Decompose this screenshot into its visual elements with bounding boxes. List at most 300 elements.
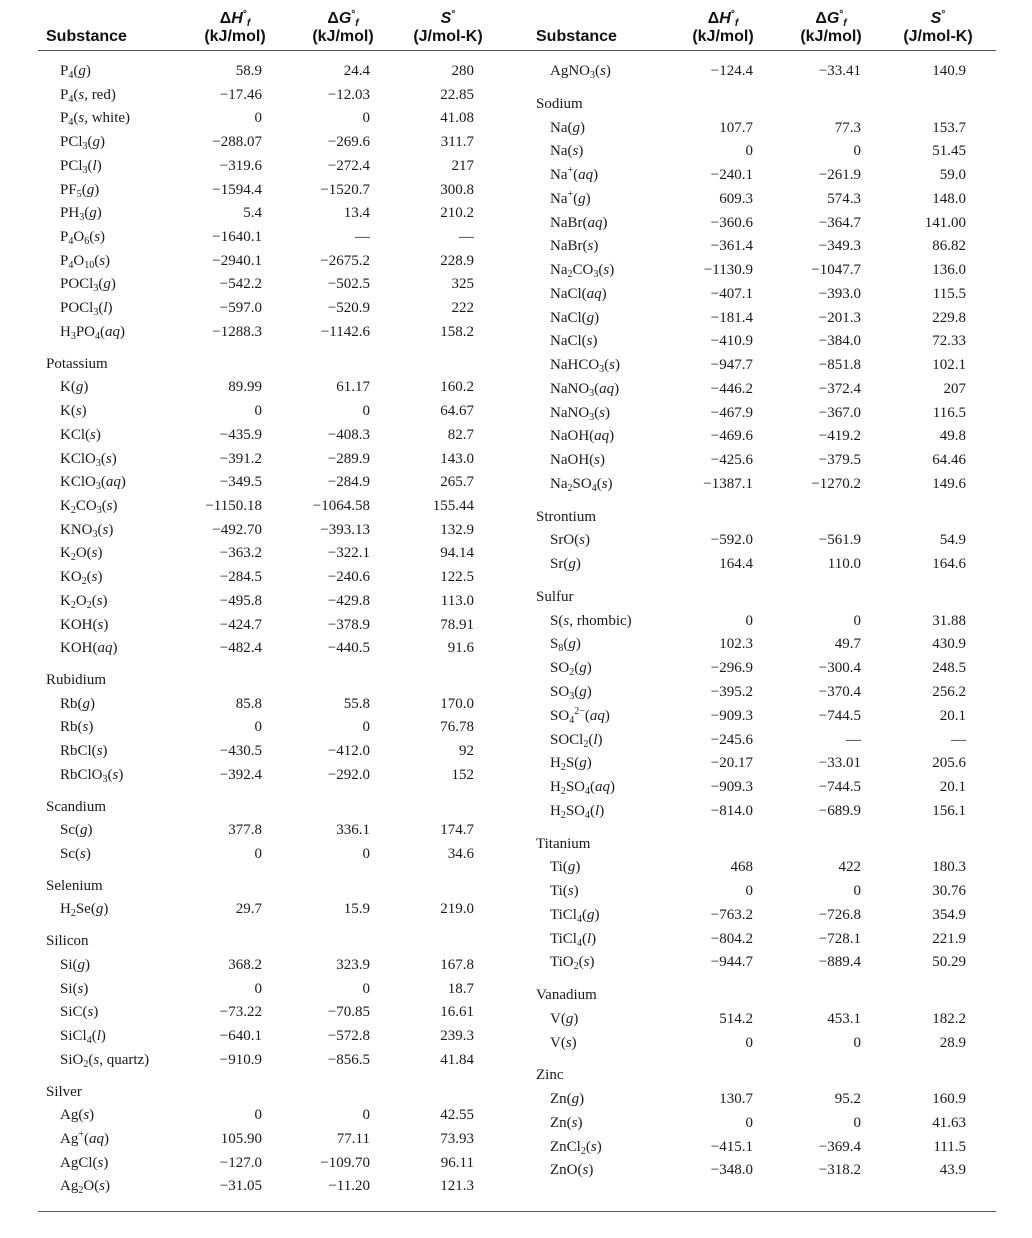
entropy-value: 153.7: [932, 119, 966, 136]
enthalpy-value: −395.2: [710, 684, 753, 700]
substance-name: Na(s): [550, 143, 584, 160]
entropy-value: 91.6: [447, 640, 474, 657]
header-dg-symbol: $\Delta G^\circ_f$: [815, 9, 847, 29]
gibbs-value: 110.0: [827, 556, 861, 573]
entropy-value: 325: [451, 276, 474, 293]
gibbs-value: −372.4: [818, 380, 861, 397]
entropy-value: 228.9: [440, 252, 474, 269]
gibbs-value: 0: [362, 719, 370, 736]
enthalpy-value: 0: [254, 403, 262, 420]
substance-name: KClO$_3$(s): [60, 450, 117, 469]
entropy-value: —: [951, 731, 966, 748]
enthalpy-value: −240.1: [710, 167, 753, 184]
entropy-value: 148.0: [932, 190, 966, 207]
enthalpy-value: 0: [745, 143, 753, 160]
substance-name: $Na_2CO_3(s)$: [550, 262, 615, 281]
enthalpy-value: 58.9: [235, 63, 262, 79]
gibbs-value: −240.6: [327, 569, 370, 586]
enthalpy-value: 0: [745, 883, 753, 900]
entropy-value: 43.9: [939, 1162, 966, 1179]
entropy-value: 141.00: [924, 214, 966, 231]
enthalpy-value: −124.4: [710, 63, 753, 79]
gibbs-value: 0: [362, 846, 370, 863]
substance-name: $SO_3(g)$: [550, 684, 592, 702]
enthalpy-value: 0: [254, 1107, 262, 1124]
group-heading: Sodium: [536, 95, 583, 112]
enthalpy-value: 105.90: [220, 1130, 262, 1147]
entropy-value: 122.5: [440, 569, 474, 586]
entropy-value: 219.0: [440, 901, 474, 918]
gibbs-value: 95.2: [834, 1091, 861, 1108]
substance-name: $H_2Se(g)$: [60, 901, 109, 920]
enthalpy-value: −640.1: [219, 1028, 262, 1045]
entropy-value: 265.7: [440, 474, 474, 491]
substance-name: NaCl(g): [550, 309, 600, 326]
header-s-right: [888, 10, 988, 46]
entropy-value: 116.5: [932, 404, 966, 421]
entropy-value: 64.46: [932, 452, 966, 469]
enthalpy-value: 0: [745, 1114, 753, 1131]
header-dg-left: [298, 10, 388, 46]
group-heading: Rubidium: [46, 672, 107, 688]
gibbs-value: 13.4: [343, 205, 370, 222]
gibbs-value: −744.5: [818, 779, 861, 796]
substance-name: PCl$_3$(g): [60, 134, 106, 153]
header-dh-right: [680, 10, 766, 46]
gibbs-value: −889.4: [818, 954, 861, 971]
entropy-value: 115.5: [932, 285, 966, 302]
enthalpy-value: 0: [254, 110, 262, 127]
gibbs-value: −70.85: [327, 1004, 370, 1021]
entropy-value: 78.91: [440, 616, 474, 633]
enthalpy-value: −1387.1: [703, 475, 753, 492]
entropy-value: 155.44: [432, 497, 474, 514]
gibbs-value: 0: [362, 110, 370, 127]
enthalpy-value: −181.4: [710, 309, 753, 326]
entropy-value: 229.8: [932, 309, 966, 326]
table-bottom-rule: [38, 1211, 996, 1212]
substance-name: RbClO$_3$(s): [60, 766, 124, 785]
enthalpy-value: 0: [254, 846, 262, 863]
enthalpy-value: −1594.4: [212, 181, 262, 198]
entropy-value: 222: [451, 300, 474, 317]
enthalpy-value: −17.46: [219, 86, 262, 103]
substance-name: $H_3PO_4(aq)$: [60, 323, 126, 342]
gibbs-value: 0: [362, 980, 370, 997]
gibbs-value: 574.3: [827, 190, 861, 207]
gibbs-value: −384.0: [818, 333, 861, 350]
gibbs-value: −379.5: [818, 452, 861, 469]
enthalpy-value: −542.2: [219, 276, 262, 293]
enthalpy-value: 85.8: [235, 695, 262, 712]
enthalpy-value: −492.70: [212, 521, 262, 538]
substance-name: Sr(g): [550, 556, 581, 573]
gibbs-value: −367.0: [818, 404, 861, 421]
enthalpy-value: −482.4: [219, 640, 262, 657]
entropy-value: 221.9: [932, 930, 966, 947]
enthalpy-value: −415.1: [710, 1138, 753, 1155]
enthalpy-value: −288.07: [212, 134, 262, 151]
substance-name: POCl$_3$(g): [60, 276, 116, 295]
entropy-value: 143.0: [440, 450, 474, 467]
entropy-value: 160.2: [440, 379, 474, 396]
gibbs-value: 0: [853, 1034, 861, 1051]
group-heading: Titanium: [536, 835, 591, 852]
substance-name: SiO$_2$(s, quartz): [60, 1051, 150, 1070]
entropy-value: 136.0: [932, 262, 966, 279]
gibbs-value: −502.5: [327, 276, 370, 293]
header-s-unit: (J/mol-K): [903, 28, 973, 45]
substance-name: Ti(s): [550, 883, 579, 900]
substance-name: Rb(s): [60, 719, 94, 736]
substance-name: NaHCO$_3$(s): [550, 357, 621, 376]
entropy-value: 76.78: [440, 719, 474, 736]
gibbs-value: −689.9: [818, 802, 861, 819]
enthalpy-value: −127.0: [219, 1154, 262, 1171]
gibbs-value: −393.0: [818, 285, 861, 302]
group-heading: Vanadium: [536, 987, 597, 1004]
substance-name: $Ag_2O(s)$: [60, 1178, 111, 1197]
entropy-value: 280: [451, 63, 474, 79]
gibbs-value: −429.8: [327, 592, 370, 609]
substance-name: Na+(aq): [550, 165, 599, 184]
gibbs-value: 336.1: [336, 822, 370, 839]
enthalpy-value: −435.9: [219, 426, 262, 443]
enthalpy-value: −284.5: [219, 569, 262, 586]
enthalpy-value: −469.6: [710, 428, 753, 445]
entropy-value: 64.67: [440, 403, 474, 420]
enthalpy-value: 0: [254, 719, 262, 736]
entropy-value: 248.5: [932, 660, 966, 677]
gibbs-value: −284.9: [327, 474, 370, 491]
gibbs-value: 15.9: [343, 901, 370, 918]
entropy-value: 49.8: [939, 428, 966, 445]
group-heading: Potassium: [46, 355, 108, 372]
substance-name: NaCl(aq): [550, 285, 607, 302]
group-heading: Silver: [46, 1083, 82, 1100]
entropy-value: 102.1: [932, 357, 966, 374]
gibbs-value: 0: [362, 1107, 370, 1124]
gibbs-value: −370.4: [818, 684, 861, 700]
substance-name: NaBr(s): [550, 238, 599, 255]
entropy-value: 31.88: [932, 612, 966, 629]
entropy-value: 50.29: [932, 954, 966, 971]
entropy-value: 256.2: [932, 684, 966, 700]
substance-name: NaOH(s): [550, 452, 605, 469]
substance-name: $K_2CO_3(s)$: [60, 497, 118, 516]
substance-name: $K_2O_2(s)$: [60, 592, 108, 611]
substance-name: $P_4O_6(s)$: [60, 229, 106, 248]
header-dg-unit: (kJ/mol): [312, 28, 374, 45]
substance-name: AgCl(s): [60, 1154, 109, 1171]
gibbs-value: −289.9: [327, 450, 370, 467]
entropy-value: 182.2: [932, 1010, 966, 1027]
entropy-value: 160.9: [932, 1091, 966, 1108]
header-dg-right: [788, 10, 874, 46]
substance-name: KCl(s): [60, 426, 101, 443]
gibbs-value: −261.9: [818, 167, 861, 184]
enthalpy-value: −763.2: [710, 906, 753, 923]
header-top-rule: [38, 50, 996, 51]
gibbs-value: −1142.6: [320, 323, 370, 340]
gibbs-value: −33.41: [818, 63, 861, 79]
gibbs-value: 61.17: [336, 379, 370, 396]
substance-name: NaNO$_3$(s): [550, 404, 610, 423]
enthalpy-value: −360.6: [710, 214, 753, 231]
entropy-value: 111.5: [933, 1138, 966, 1155]
gibbs-value: −300.4: [818, 660, 861, 677]
gibbs-value: 0: [853, 1114, 861, 1131]
enthalpy-value: 130.7: [719, 1091, 753, 1108]
entropy-value: 59.0: [939, 167, 966, 184]
substance-name: NaBr(aq): [550, 214, 608, 231]
gibbs-value: −1520.7: [320, 181, 370, 198]
gibbs-value: −744.5: [818, 707, 861, 724]
enthalpy-value: 377.8: [228, 822, 262, 839]
entropy-value: 158.2: [440, 323, 474, 340]
substance-name: $Na_2SO_4(s)$: [550, 475, 613, 494]
entropy-value: 140.9: [932, 63, 966, 79]
entropy-value: 164.6: [932, 556, 966, 573]
group-heading: Silicon: [46, 933, 89, 950]
gibbs-value: −349.3: [818, 238, 861, 255]
enthalpy-value: −814.0: [710, 802, 753, 819]
entropy-value: 430.9: [932, 636, 966, 653]
enthalpy-value: −909.3: [710, 779, 753, 796]
group-heading: Selenium: [46, 877, 103, 894]
gibbs-value: 49.7: [834, 636, 861, 653]
gibbs-value: 77.3: [834, 119, 861, 136]
header-dh-symbol: $\Delta H^\circ_f$: [219, 9, 251, 29]
group-heading: Strontium: [536, 508, 597, 525]
substance-name: Na+(g): [550, 188, 591, 207]
entropy-value: 51.45: [932, 143, 966, 160]
header-s-symbol: S°: [440, 9, 456, 27]
enthalpy-value: −407.1: [710, 285, 753, 302]
entropy-value: 210.2: [440, 205, 474, 222]
substance-name: Si(s): [60, 980, 89, 997]
gibbs-value: −109.70: [320, 1154, 370, 1171]
gibbs-value: −1064.58: [312, 497, 370, 514]
enthalpy-value: 609.3: [719, 190, 753, 207]
substance-name: $PF_5(g)$: [60, 181, 100, 200]
entropy-value: 121.3: [440, 1178, 474, 1195]
entropy-value: 41.08: [440, 110, 474, 127]
enthalpy-value: 29.7: [235, 901, 262, 918]
enthalpy-value: −410.9: [710, 333, 753, 350]
gibbs-value: −364.7: [818, 214, 861, 231]
entropy-value: 94.14: [440, 545, 474, 562]
entropy-value: 16.61: [440, 1004, 474, 1021]
substance-name: $S_8(g)$: [550, 636, 581, 655]
substance-name: $SO_2(g)$: [550, 660, 592, 679]
gibbs-value: −728.1: [818, 930, 861, 947]
gibbs-value: −726.8: [818, 906, 861, 923]
substance-name: $P_4O_{10}(s)$: [60, 252, 111, 271]
enthalpy-value: −31.05: [219, 1178, 262, 1195]
header-dg-symbol: $\Delta G^\circ_f$: [327, 9, 359, 29]
substance-name: $P_4(s$, red): [60, 86, 116, 105]
entropy-value: 180.3: [932, 859, 966, 876]
entropy-value: 72.33: [932, 333, 966, 350]
gibbs-value: −412.0: [327, 743, 370, 760]
enthalpy-value: −446.2: [710, 380, 753, 397]
enthalpy-value: 0: [745, 612, 753, 629]
enthalpy-value: 107.7: [719, 119, 753, 136]
substance-name: KClO$_3$(aq): [60, 474, 126, 493]
gibbs-value: −1047.7: [811, 262, 861, 279]
entropy-value: 42.55: [440, 1107, 474, 1124]
gibbs-value: −856.5: [327, 1051, 370, 1068]
substance-name: Si(g): [60, 956, 91, 973]
gibbs-value: 453.1: [827, 1010, 861, 1027]
gibbs-value: 0: [853, 143, 861, 160]
substance-name: TiCl$_4$(l): [550, 930, 597, 949]
gibbs-value: 0: [853, 612, 861, 629]
gibbs-value: —: [355, 229, 370, 246]
entropy-value: 300.8: [440, 181, 474, 198]
enthalpy-value: −424.7: [219, 616, 262, 633]
gibbs-value: 0: [853, 883, 861, 900]
entropy-value: 113.0: [440, 592, 474, 609]
substance-name: $H_2SO_4(l)$: [550, 802, 605, 821]
entropy-value: 217: [451, 157, 474, 174]
enthalpy-value: −20.17: [710, 755, 753, 772]
substance-name: $PH_3(g)$: [60, 205, 102, 224]
enthalpy-value: −1150.18: [205, 497, 262, 514]
enthalpy-value: −348.0: [710, 1162, 753, 1179]
enthalpy-value: −425.6: [710, 452, 753, 469]
gibbs-value: −269.6: [327, 134, 370, 151]
enthalpy-value: 89.99: [228, 379, 262, 396]
substance-name: SiCl$_4$(l): [60, 1028, 106, 1047]
substance-name: K(s): [60, 403, 87, 420]
entropy-value: 174.7: [440, 822, 474, 839]
gibbs-value: −12.03: [327, 86, 370, 103]
substance-name: Zn(s): [550, 1114, 583, 1131]
substance-name: TiO$_2$(s): [550, 954, 595, 973]
group-heading: Scandium: [46, 798, 106, 815]
gibbs-value: −561.9: [818, 532, 861, 549]
gibbs-value: 323.9: [336, 956, 370, 973]
gibbs-value: −33.01: [818, 755, 861, 772]
substance-name: SrO(s): [550, 532, 591, 549]
header-s-symbol: S°: [930, 9, 946, 27]
gibbs-value: −440.5: [327, 640, 370, 657]
substance-name: ZnO(s): [550, 1162, 594, 1179]
gibbs-value: −2675.2: [320, 252, 370, 269]
entropy-value: 96.11: [440, 1154, 474, 1171]
enthalpy-value: −592.0: [710, 532, 753, 549]
entropy-value: 73.93: [440, 1130, 474, 1147]
entropy-value: 207: [943, 380, 966, 397]
substance-name: $SO_4^{2-}(aq)$: [550, 705, 610, 726]
gibbs-value: −272.4: [327, 157, 370, 174]
enthalpy-value: −349.5: [219, 474, 262, 491]
entropy-value: 92: [459, 743, 474, 760]
gibbs-value: 24.4: [343, 63, 370, 79]
enthalpy-value: −947.7: [710, 357, 753, 374]
gibbs-value: 422: [838, 859, 861, 876]
enthalpy-value: 0: [745, 1034, 753, 1051]
gibbs-value: −201.3: [818, 309, 861, 326]
header-s-left: [400, 10, 496, 46]
substance-name: NaNO$_3$(aq): [550, 380, 620, 399]
entropy-value: 149.6: [932, 475, 966, 492]
gibbs-value: −11.20: [328, 1178, 370, 1195]
substance-name: TiCl$_4$(g): [550, 906, 600, 925]
entropy-value: 311.7: [440, 134, 474, 151]
gibbs-value: —: [846, 731, 861, 748]
substance-name: K(g): [60, 379, 89, 396]
entropy-value: —: [459, 229, 474, 246]
substance-name: S(s, rhombic): [550, 612, 632, 629]
gibbs-value: −408.3: [327, 426, 370, 443]
gibbs-value: −292.0: [327, 766, 370, 783]
enthalpy-value: −1130.9: [703, 262, 753, 279]
gibbs-value: −322.1: [327, 545, 370, 562]
substance-name: Sc(s): [60, 846, 91, 863]
group-heading: Zinc: [536, 1067, 564, 1084]
entropy-value: 167.8: [440, 956, 474, 973]
gibbs-value: −419.2: [818, 428, 861, 445]
gibbs-value: −1270.2: [811, 475, 861, 492]
group-heading: Sulfur: [536, 588, 574, 605]
enthalpy-value: −910.9: [219, 1051, 262, 1068]
entropy-value: 86.82: [932, 238, 966, 255]
substance-name: V(g): [550, 1010, 579, 1027]
enthalpy-value: −804.2: [710, 930, 753, 947]
enthalpy-value: 468: [730, 859, 753, 876]
header-substance-right: Substance: [536, 28, 617, 45]
enthalpy-value: −361.4: [710, 238, 753, 255]
substance-name: Zn(g): [550, 1091, 585, 1108]
enthalpy-value: 102.3: [719, 636, 753, 653]
substance-name: ZnCl$_2$(s): [550, 1138, 602, 1157]
entropy-value: 20.1: [939, 779, 966, 796]
header-s-unit: (J/mol-K): [413, 28, 483, 45]
entropy-value: 20.1: [939, 707, 966, 724]
substance-name: Rb(g): [60, 695, 95, 712]
header-substance-left: Substance: [46, 28, 127, 45]
substance-name: RbCl(s): [60, 743, 108, 760]
substance-name: KOH(aq): [60, 640, 118, 657]
gibbs-value: −393.13: [320, 521, 370, 538]
substance-name: $KNO_3(s)$: [60, 521, 114, 540]
entropy-value: 54.9: [939, 532, 966, 549]
substance-name: NaCl(s): [550, 333, 598, 350]
enthalpy-value: 5.4: [243, 205, 262, 222]
enthalpy-value: −495.8: [219, 592, 262, 609]
substance-name: Na(g): [550, 119, 585, 136]
substance-name: $H_2S(g)$: [550, 755, 592, 774]
header-dh-symbol: $\Delta H^\circ_f$: [707, 9, 739, 29]
substance-name: NaOH(aq): [550, 428, 615, 445]
substance-name: AgNO$_3$(s): [550, 63, 611, 81]
substance-name: $K_2O(s)$: [60, 545, 103, 564]
enthalpy-value: −909.3: [710, 707, 753, 724]
enthalpy-value: −430.5: [219, 743, 262, 760]
substance-name: SiC(s): [60, 1004, 99, 1021]
enthalpy-value: −363.2: [219, 545, 262, 562]
gibbs-value: 0: [362, 403, 370, 420]
enthalpy-value: −319.6: [219, 157, 262, 174]
enthalpy-value: −1288.3: [212, 323, 262, 340]
substance-name: $KO_2(s)$: [60, 569, 103, 588]
substance-name: Ti(g): [550, 859, 581, 876]
substance-name: KOH(s): [60, 616, 109, 633]
enthalpy-value: 514.2: [719, 1010, 753, 1027]
